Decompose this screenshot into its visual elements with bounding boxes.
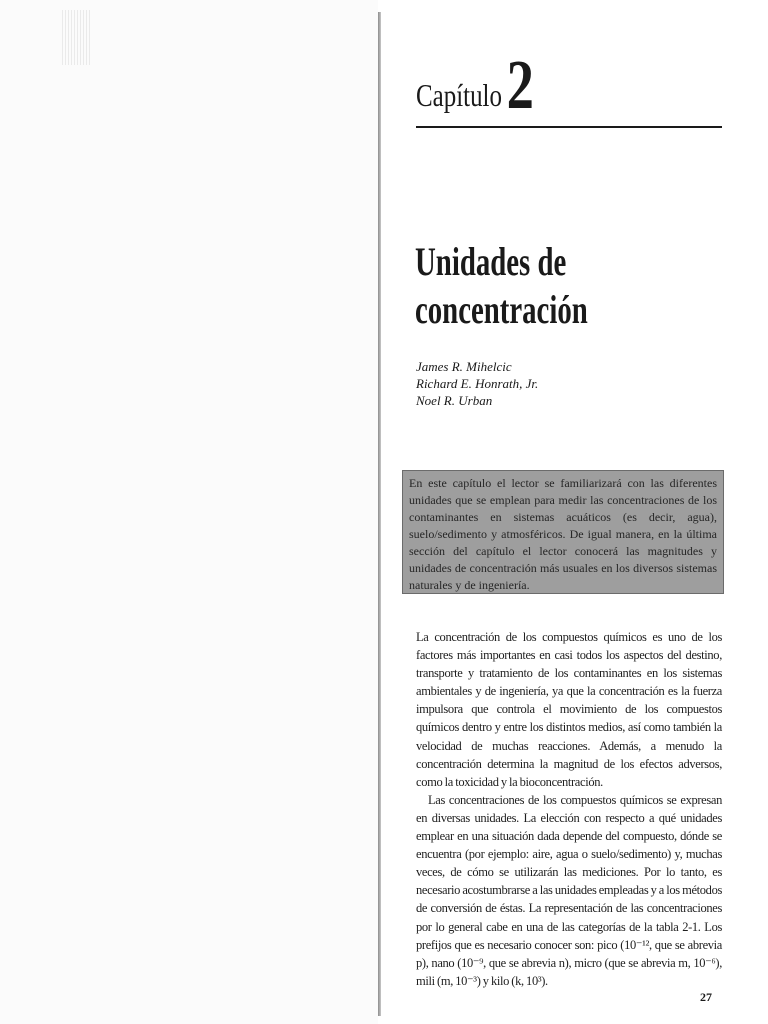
chapter-abstract-box	[402, 470, 724, 594]
chapter-title-line-1: Unidades de	[415, 239, 567, 284]
chapter-title	[415, 238, 674, 334]
author-name: Richard E. Honrath, Jr.	[416, 376, 539, 391]
chapter-title-line-2: concentración	[415, 287, 588, 332]
author-name: James R. Mihelcic	[416, 359, 512, 374]
chapter-rule	[416, 126, 722, 128]
left-page	[0, 0, 378, 1024]
author-name: Noel R. Urban	[416, 393, 493, 408]
page-gutter	[378, 12, 381, 1016]
author-list	[416, 358, 538, 409]
scan-smudge	[62, 10, 90, 65]
body-text	[416, 628, 722, 990]
chapter-number: 2	[506, 47, 534, 124]
chapter-abstract-text: En este capítulo el lector se familiarizará con las diferentes unidades que se emplean para medir las concentraciones de los contaminantes en sistemas acuáticos (es decir, agua), suelo/sedimento y atmosféricos. De igual manera, en la última sección del capítulo el lector conocerá las magnitudes y unidades de concentración más usuales en los diversos sistemas naturales y de ingeniería.	[409, 476, 717, 592]
chapter-label: Capítulo	[416, 77, 502, 113]
chapter-heading	[416, 47, 534, 124]
body-paragraph-1: La concentración de los compuestos químicos es uno de los factores más importantes en casi todos los aspectos del destino, transporte y tratamiento de los contaminantes en los sistemas ambientales y de ingeniería, ya que la concentración es la fuerza impulsora que controla el movimiento de los compuestos químicos dentro y entre los distintos medios, así como también la velocidad de muchas reacciones. Además, a menudo la concentración determina la magnitud de los efectos adversos, como la toxicidad y la bioconcentración.	[416, 630, 722, 789]
body-paragraph-2: Las concentraciones de los compuestos químicos se expresan en diversas unidades. La elección con respecto a qué unidades emplear en una situación dada depende del compuesto, dónde se encuentra (por ejemplo: aire, agua o suelo/sedimento) y, muchas veces, de cómo se utilizarán las mediciones. Por lo tanto, es necesario acostumbrarse a las unidades empleadas y a los métodos de conversión de éstas. La representación de las concentraciones por lo general cabe en una de las categorías de la tabla 2-1. Los prefijos que es necesario conocer son: pico (10⁻¹², que se abrevia p), nano (10⁻⁹, que se abrevia n), micro (que se abrevia m, 10⁻⁶), mili (m, 10⁻³) y kilo (k, 10³).	[416, 792, 722, 988]
page-number: 27	[700, 990, 712, 1004]
